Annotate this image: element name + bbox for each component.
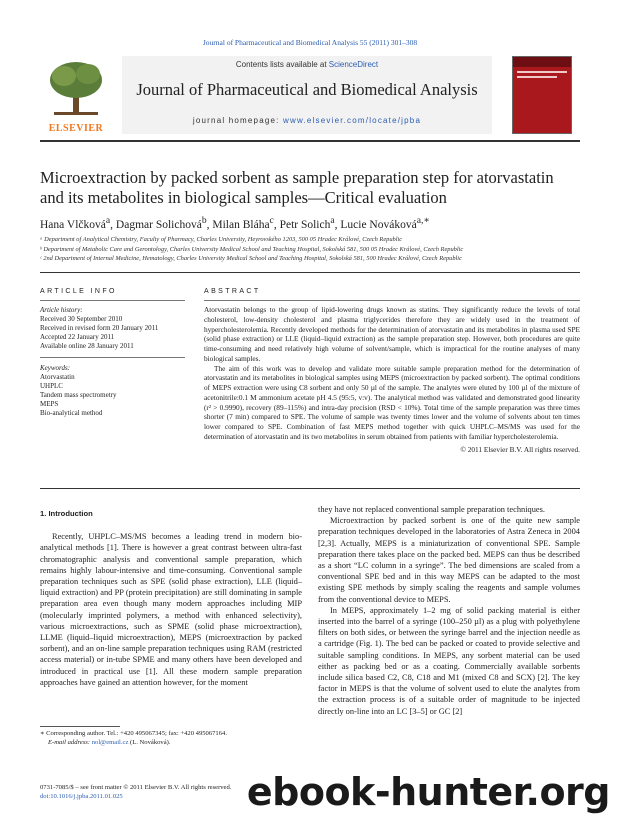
keyword: UHPLC bbox=[40, 382, 63, 390]
body-paragraph: they have not replaced conventional sample preparation techniques. bbox=[318, 505, 545, 514]
author-sup: c bbox=[269, 215, 274, 226]
email-link[interactable]: nol@email.cz bbox=[91, 738, 129, 746]
section-heading: 1. Introduction bbox=[40, 509, 93, 518]
footnote bbox=[40, 730, 302, 747]
elsevier-logo[interactable] bbox=[40, 56, 112, 134]
keyword: Bio-analytical method bbox=[40, 409, 103, 417]
corresponding-author: ∗ Corresponding author. Tel.: +420 495067345; fax: +420 495067164. bbox=[40, 730, 227, 737]
history-item: Available online 28 January 2011 bbox=[40, 342, 134, 350]
cover-band bbox=[513, 57, 571, 67]
abstract-heading: ABSTRACT bbox=[204, 288, 261, 295]
keywords bbox=[40, 364, 185, 418]
body-paragraph: In MEPS, approximately 1–2 mg of solid packing material is either inserted into the barrel of a syringe (100–250 µl) as a plug with polyethylene filters on both sides, or between the syringe barrel and the injection needle as a cartridge (Fig. 1). The bed can be packed or coated to provide selective and suitable sampling conditions. In MEPS, any sorbent material can be used either as packing bed or as a coating. Commercially available sorbents include silica based C2, C8, C18 and M1 (mixed C8 and SCX) [2]. The key factor in MEPS is that the volume of solvent used to elute the analytes from the extraction process is of a suitable order of magnitude to be injected directly on-line into an LC [3–5] or GC [2] bbox=[318, 605, 580, 716]
elsevier-wordmark: ELSEVIER bbox=[48, 123, 104, 134]
email-line bbox=[40, 739, 302, 748]
abstract-text bbox=[204, 305, 580, 442]
abstract bbox=[204, 288, 580, 454]
body-paragraph: Microextraction by packed sorbent is one of the quite new sample preparation techniques developed in the laboratories of Astra Zeneca in 2004 [2,3]. Actually, MEPS is a miniaturization of conventional SPE. Sample preparation there takes place on the packed bed. MEPS can thus be described as a short “LC column in a syringe”. The bed dimensions are scaled from a conventional SPE bed and in this way MEPS can be adapted to the most existing SPE methods by simply scaling the reagents and sample volumes from the conventional device to MEPS. bbox=[318, 516, 580, 604]
abstract-paragraph: The aim of this work was to develop and validate more suitable sample preparation method for the determination of atorvastatin and its metabolites in biological samples using MEPS (microextraction by packed sorbent). The optimal conditions of MEPS extraction were using C8 sorbent and only 50 µl of the sample. The analytes were eluted by 100 µl of the mixture of acetonitrile:0.1 M ammonium acetate pH 4.5 (95:5, v:v). The analytical method was validated and demonstrated good linearity (r² > 0.9990), recovery (89–115%) and intra-day precision (RSD < 10%). Total time of the sample preparation was three times shorter (7 min) compared to SPE. The volume of sample was twenty times lower and the volume of solvents about ten times lower compared to SPE. Combination of fast MEPS method together with quick UHPLC–MS/MS was used for the determination of atorvastatin and its two metabolites in serum obtained from patients with familiar hypercholesterolemia. bbox=[204, 363, 580, 441]
author[interactable]: Petr Solich bbox=[279, 218, 331, 231]
affiliations bbox=[40, 235, 580, 264]
journal-cover-thumbnail bbox=[512, 56, 572, 134]
elsevier-tree-icon bbox=[44, 58, 108, 118]
running-head[interactable]: Journal of Pharmaceutical and Biomedical Analysis 55 (2011) 301–308 bbox=[202, 38, 418, 47]
body-right-column bbox=[318, 504, 580, 717]
abstract-rule bbox=[204, 300, 580, 301]
affiliation: ᶜ 2nd Department of Internal Medicine, Hematology, Charles University Medical School and Teaching Hospital, Sokolská 581, 500 Hradec Králové, Czech Republic bbox=[40, 255, 462, 262]
author-sup: a,∗ bbox=[416, 215, 430, 226]
keywords-label: Keywords: bbox=[40, 364, 71, 372]
contents-prefix: Contents lists available at bbox=[235, 60, 329, 69]
article-history bbox=[40, 306, 185, 351]
affiliation: ᵇ Department of Metabolic Care and Gerontology, Charles University Medical School and Teaching Hospital, Sokolská 581, 500 05 Hradec Králové, Czech Republic bbox=[40, 245, 464, 253]
homepage-link[interactable]: www.elsevier.com/locate/jpba bbox=[283, 116, 422, 125]
history-item: Received 30 September 2010 bbox=[40, 315, 123, 323]
issn-line: 0731-7085/$ – see front matter © 2011 Elsevier B.V. All rights reserved. bbox=[40, 784, 232, 791]
email-label: E-mail address: bbox=[48, 738, 92, 746]
history-item: Accepted 22 January 2011 bbox=[40, 333, 115, 341]
author-list: Hana Vlčková$^a$, Dagmar Solichová$^b$, Milan Bláha$^c$, Petr Solich$^a$, Lucie Nováková$^{a,∗}$ bbox=[40, 215, 430, 231]
article-info-rule bbox=[40, 300, 185, 301]
history-item: Received in revised form 20 January 2011 bbox=[40, 324, 159, 332]
masthead bbox=[40, 56, 580, 134]
masthead-center bbox=[122, 56, 492, 134]
keyword: MEPS bbox=[40, 400, 59, 408]
journal-name: Journal of Pharmaceutical and Biomedical Analysis bbox=[136, 80, 478, 99]
homepage-prefix: journal homepage: bbox=[192, 116, 283, 125]
author[interactable]: Hana Vlčková bbox=[40, 218, 106, 231]
sciencedirect-link[interactable]: ScienceDirect bbox=[328, 60, 379, 69]
header-rule bbox=[40, 140, 580, 142]
article-info-heading: ARTICLE INFO bbox=[40, 288, 117, 295]
body-paragraph: Recently, UHPLC–MS/MS becomes a leading trend in modern bio-analytical methods [1]. There is however a great contrast between ultra-fast chromatographic analysis and conventional sample preparation, which remains highly labour-intensive and time-consuming. Conventional sample preparation techniques such as SPE (solid phase extraction), LLE (liquid–liquid extraction) and PP (protein precipitation) are still dominating in sample preparation area even though many modern approaches including MIP (molecularly imprinted polymers, a method with enhanced selectivity), various microextractions, such as SPME (solid phase microextraction), LLME (liquid–liquid microextraction), MEPS (microextraction by packed sorbent), and an on-line sample preparation techniques using RAM (restricted access material) or in-tube SPME and many others have been developed and introduced in practical use [1]. All these modern sample preparation approaches have gained an attention however, for the moment bbox=[40, 532, 302, 687]
article-title: Microextraction by packed sorbent as sample preparation step for atorvastatin and its metabolites in biological samples—Critical evaluation bbox=[40, 168, 554, 207]
cover-title-line bbox=[517, 76, 557, 78]
contents-line bbox=[122, 60, 492, 69]
affiliation-rule bbox=[40, 272, 580, 273]
watermark: ebook-hunter.org bbox=[246, 770, 610, 814]
keyword: Atorvastatin bbox=[40, 373, 75, 381]
doi-link[interactable]: doi:10.1016/j.jpba.2011.01.025 bbox=[40, 792, 123, 800]
abstract-end-rule bbox=[40, 488, 580, 489]
copyright: © 2011 Elsevier B.V. All rights reserved. bbox=[460, 444, 580, 454]
history-label: Article history: bbox=[40, 306, 83, 314]
author-sup: a bbox=[105, 215, 111, 226]
body-left-column bbox=[40, 508, 302, 688]
author[interactable]: Dagmar Solichová bbox=[115, 218, 202, 231]
homepage-line bbox=[122, 116, 492, 125]
cover-title-line bbox=[517, 71, 567, 73]
keywords-rule bbox=[40, 357, 185, 358]
author-sup: b bbox=[201, 215, 207, 226]
author-sup: a bbox=[330, 215, 335, 226]
keyword: Tandem mass spectrometry bbox=[40, 391, 117, 399]
affiliation: ᵃ Department of Analytical Chemistry, Faculty of Pharmacy, Charles University, Heyrovského 1203, 500 05 Hradec Králové, Czech Republic bbox=[40, 236, 403, 243]
author[interactable]: Lucie Nováková bbox=[340, 218, 417, 231]
author[interactable]: Milan Bláha bbox=[212, 218, 270, 231]
article-info bbox=[40, 288, 185, 418]
email-suffix: (L. Nováková). bbox=[128, 738, 171, 746]
footnote-rule bbox=[40, 726, 120, 727]
abstract-paragraph: Atorvastatin belongs to the group of lipid-lowering drugs known as statins. They significantly reduce the levels of total cholesterol, low-density cholesterol and plasma triglycerides therefore they are widely used in the treatment of hypercholesterolemia. Recently developed methods for the determination of atorvastatin and its metabolites in plasma used SPE (solid phase extraction) or LLE (liquid–liquid extraction) as the sample preparation step. However, both procedures are quite time-consuming and need relatively high volume of solvent/sample, which is impractical for the routine analyses of many biological samples. bbox=[204, 305, 580, 363]
